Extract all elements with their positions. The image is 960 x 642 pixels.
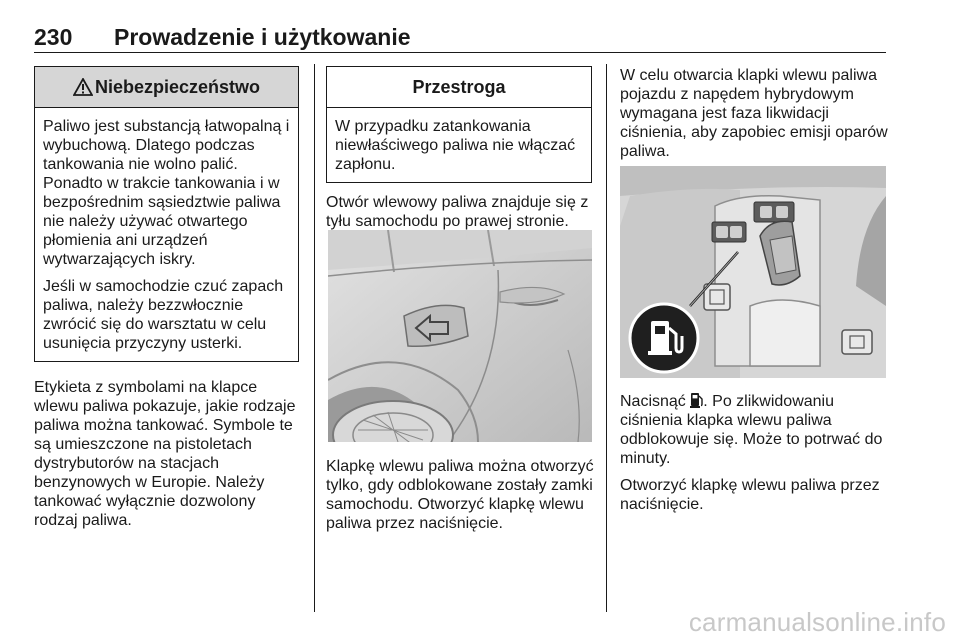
console-fuel-button-illustration xyxy=(620,166,886,378)
column-2 xyxy=(326,66,592,239)
column-divider-1 xyxy=(314,64,315,612)
page-number: 230 xyxy=(34,24,73,50)
column-3-lower xyxy=(620,392,890,522)
danger-box-header xyxy=(35,67,298,108)
caution-box xyxy=(326,66,592,183)
danger-paragraph-2: Jeśli w samochodzie czuć zapach paliwa, należy bezzwłocznie zwrócić się do warsztatu w celu usunięcia przyczyny usterki. xyxy=(43,278,284,352)
hybrid-paragraph: W celu otwarcia klapki wlewu paliwa pojazdu z napędem hybrydowym wymagana jest faza likwidacji ciśnienia, aby zapobiec emisji oparów paliwa. xyxy=(620,67,888,160)
danger-box-body xyxy=(35,108,298,361)
caution-text: W przypadku zatankowania niewłaściwego paliwa nie włączać zapłonu. xyxy=(335,118,576,173)
fuel-pump-icon xyxy=(690,392,703,408)
fuel-flap-illustration xyxy=(328,230,592,442)
press-before: Nacisnąć xyxy=(620,393,686,410)
danger-box-title: Niebezpieczeństwo xyxy=(94,76,261,97)
press-button-paragraph xyxy=(620,392,890,468)
caution-box-title: Przestroga xyxy=(412,76,506,97)
caution-box-header xyxy=(327,67,591,108)
watermark: carmanualsonline.info xyxy=(688,607,946,637)
column-1 xyxy=(34,66,299,538)
press-after: . Po zlikwidowaniu ciśnienia klapka wlewu paliwa odblokowuje się. Może to potrwać do minuty. xyxy=(620,393,883,467)
danger-paragraph-1: Paliwo jest substancją łatwopalną i wybuchową. Dlatego podczas tankowania nie wolno palić. Ponadto w trakcie tankowania i w bezpośrednim sąsiedztwie paliwa nie należy używać otwartego płomienia ani urządzeń wytwarzających iskry. xyxy=(43,118,290,268)
danger-box xyxy=(34,66,299,362)
page-title: Prowadzenie i użytkowanie xyxy=(114,24,411,50)
filler-location-paragraph: Otwór wlewowy paliwa znajduje się z tyłu samochodu po prawej stronie. xyxy=(326,194,589,230)
page-header xyxy=(34,22,886,53)
column-divider-2 xyxy=(606,64,607,612)
warning-triangle-icon xyxy=(73,78,93,96)
caution-box-body xyxy=(327,108,591,182)
fuel-label-paragraph: Etykieta z symbolami na klapce wlewu paliwa pokazuje, jakie rodzaje paliwa można tankować. Symbole te są umieszczone na pistoletach dystrybutorów na stacjach benzynowych w Europie. Należy tankować wyłącznie dozwolony rodzaj paliwa. xyxy=(34,379,296,529)
flap-unlock-paragraph: Klapkę wlewu paliwa można otworzyć tylko, gdy odblokowane zostały zamki samochodu. Otworzyć klapkę wlewu paliwa przez naciśnięcie. xyxy=(326,458,594,532)
column-3 xyxy=(620,66,888,169)
column-2-lower xyxy=(326,457,594,541)
open-flap-paragraph: Otworzyć klapkę wlewu paliwa przez naciśnięcie. xyxy=(620,477,880,513)
